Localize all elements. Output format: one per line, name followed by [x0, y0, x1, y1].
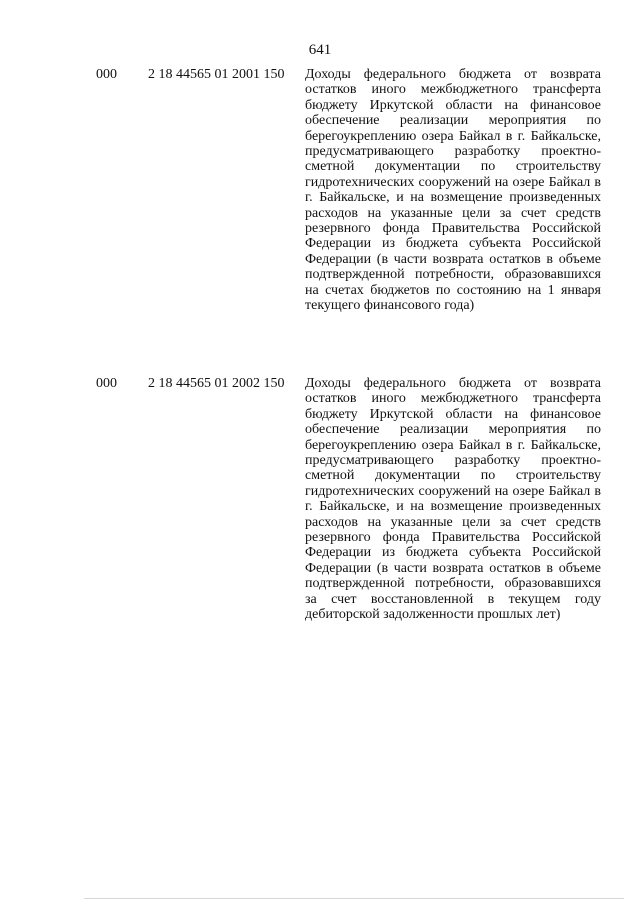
scan-edge-divider	[84, 898, 624, 899]
revenue-description: Доходы федерального бюджета от возврата остатков иного межбюджетного трансферта бюджету Иркутской области на финансовое обеспечение реализации мероприятия по берегоукреплению озера Байкал в г. Байкальске, предусматривающего разработку проектно-сметной документации по строительству гидротехнических сооружений на озере Байкал в г. Байкальске, и на возмещение произведенных расходов на указанные цели за счет средств резервного фонда Правительства Российской Федерации из бюджета субъекта Российской Федерации (в части возврата остатков в объеме подтвержденной потребности, образовавшихся за счет восстановленной в текущем году дебиторской задолженности прошлых лет)	[305, 376, 601, 623]
page-number: 641	[308, 42, 332, 58]
revenue-description: Доходы федерального бюджета от возврата остатков иного межбюджетного трансферта бюджету Иркутской области на финансовое обеспечение реализации мероприятия по берегоукреплению озера Байкал в г. Байкальске, предусматривающего разработку проектно-сметной документации по строительству гидротехнических сооружений на озере Байкал в г. Байкальске, и на возмещение произведенных расходов на указанные цели за счет средств резервного фонда Правительства Российской Федерации из бюджета субъекта Российской Федерации (в части возврата остатков в объеме подтвержденной потребности, образовавшихся на счетах бюджетов по состоянию на 1 января текущего финансового года)	[305, 67, 601, 314]
budget-classification-code: 2 18 44565 01 2002 150	[148, 376, 285, 391]
admin-code: 000	[96, 376, 117, 391]
admin-code: 000	[96, 67, 117, 82]
budget-classification-code: 2 18 44565 01 2001 150	[148, 67, 285, 82]
